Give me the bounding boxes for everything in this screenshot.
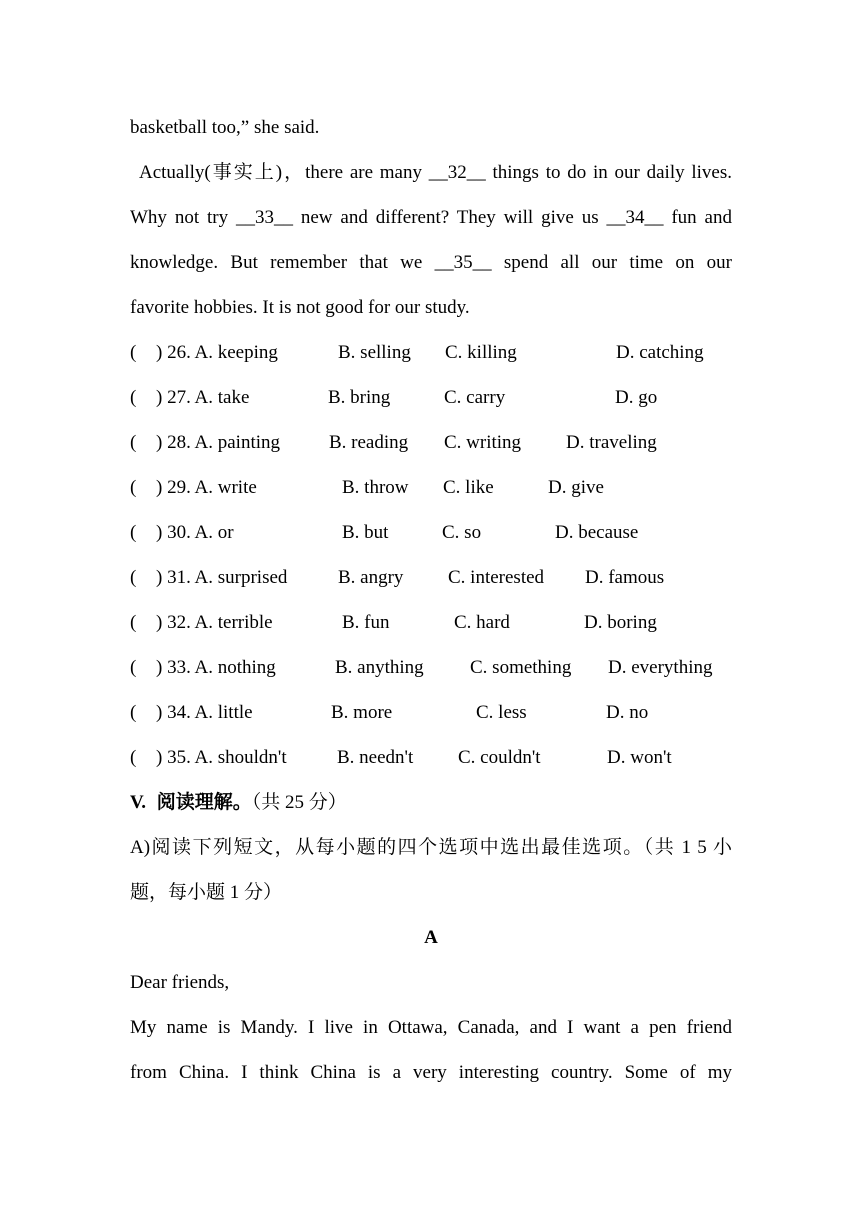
section-score: （共 25 分） [251, 792, 347, 813]
question-option-b: B. reading [329, 432, 409, 453]
passage-line: Actually(事实上)，there are many __32__ things to do in our daily lives. [139, 162, 732, 183]
question-row [130, 330, 732, 375]
question-option-b: B. bring [328, 387, 391, 408]
answer-blank-open[interactable]: ( [130, 432, 137, 453]
letter-line: from China. I think China is a very interesting country. Some of my [130, 1062, 732, 1083]
letter-line: My name is Mandy. I live in Ottawa, Canada, and I want a pen friend [130, 1017, 732, 1038]
question-option-b: B. angry [338, 567, 404, 588]
question-row [130, 510, 732, 555]
question-row [130, 645, 732, 690]
passage-line: Why not try __33__ new and different? They will give us __34__ fun and [130, 207, 732, 228]
question-option-a: ) 28. A. painting [156, 432, 281, 453]
question-option-c: C. like [443, 477, 494, 498]
question-option-b: B. selling [338, 342, 411, 363]
question-row [130, 420, 732, 465]
section-number: V. [130, 792, 147, 813]
question-row [130, 735, 732, 780]
instruction-line: A)阅读下列短文，从每小题的四个选项中选出最佳选项。（共 1 5 小 [130, 837, 732, 858]
answer-blank-open[interactable]: ( [130, 522, 137, 543]
question-option-d: D. traveling [566, 432, 657, 453]
question-option-c: C. carry [444, 387, 506, 408]
question-option-d: D. famous [585, 567, 665, 588]
answer-blank-open[interactable]: ( [130, 612, 137, 633]
question-option-a: ) 31. A. surprised [156, 567, 288, 588]
answer-blank-open[interactable]: ( [130, 747, 137, 768]
question-option-b: B. but [342, 522, 389, 543]
question-option-d: D. go [615, 387, 658, 408]
question-row [130, 375, 732, 420]
instruction-line: 题，每小题 1 分） [130, 882, 283, 903]
question-option-a: ) 30. A. or [156, 522, 234, 543]
question-option-a: ) 27. A. take [156, 387, 250, 408]
passage-line: favorite hobbies. It is not good for our study. [130, 297, 470, 318]
question-row [130, 465, 732, 510]
question-option-d: D. won't [607, 747, 672, 768]
question-option-b: B. needn't [337, 747, 414, 768]
answer-blank-open[interactable]: ( [130, 387, 137, 408]
question-option-c: C. something [470, 657, 572, 678]
question-option-a: ) 26. A. keeping [156, 342, 278, 363]
question-option-d: D. everything [608, 657, 713, 678]
question-option-a: ) 35. A. shouldn't [156, 747, 287, 768]
question-option-a: ) 32. A. terrible [156, 612, 273, 633]
question-option-d: D. catching [616, 342, 704, 363]
question-option-d: D. because [555, 522, 639, 543]
question-option-c: C. less [476, 702, 527, 723]
passage-line: basketball too,” she said. [130, 117, 320, 138]
section-title: 阅读理解。 [156, 792, 252, 813]
question-option-c: C. killing [445, 342, 517, 363]
question-option-c: C. hard [454, 612, 510, 633]
question-option-d: D. boring [584, 612, 657, 633]
question-row [130, 555, 732, 600]
question-option-a: ) 29. A. write [156, 477, 257, 498]
question-option-c: C. writing [444, 432, 522, 453]
answer-blank-open[interactable]: ( [130, 477, 137, 498]
answer-blank-open[interactable]: ( [130, 657, 137, 678]
answer-blank-open[interactable]: ( [130, 342, 137, 363]
question-option-b: B. throw [342, 477, 409, 498]
passage-line: knowledge. But remember that we __35__ spend all our time on our [130, 252, 732, 273]
question-option-b: B. more [331, 702, 393, 723]
passage-label: A [424, 927, 438, 948]
section-heading [130, 780, 732, 825]
question-option-d: D. give [548, 477, 604, 498]
answer-blank-open[interactable]: ( [130, 567, 137, 588]
question-option-d: D. no [606, 702, 649, 723]
question-option-c: C. couldn't [458, 747, 541, 768]
question-option-a: ) 33. A. nothing [156, 657, 276, 678]
letter-greeting: Dear friends, [130, 972, 230, 993]
question-option-b: B. fun [342, 612, 390, 633]
question-option-a: ) 34. A. little [156, 702, 253, 723]
question-option-c: C. interested [448, 567, 545, 588]
question-option-c: C. so [442, 522, 482, 543]
question-row [130, 600, 732, 645]
question-row [130, 690, 732, 735]
question-option-b: B. anything [335, 657, 424, 678]
answer-blank-open[interactable]: ( [130, 702, 137, 723]
